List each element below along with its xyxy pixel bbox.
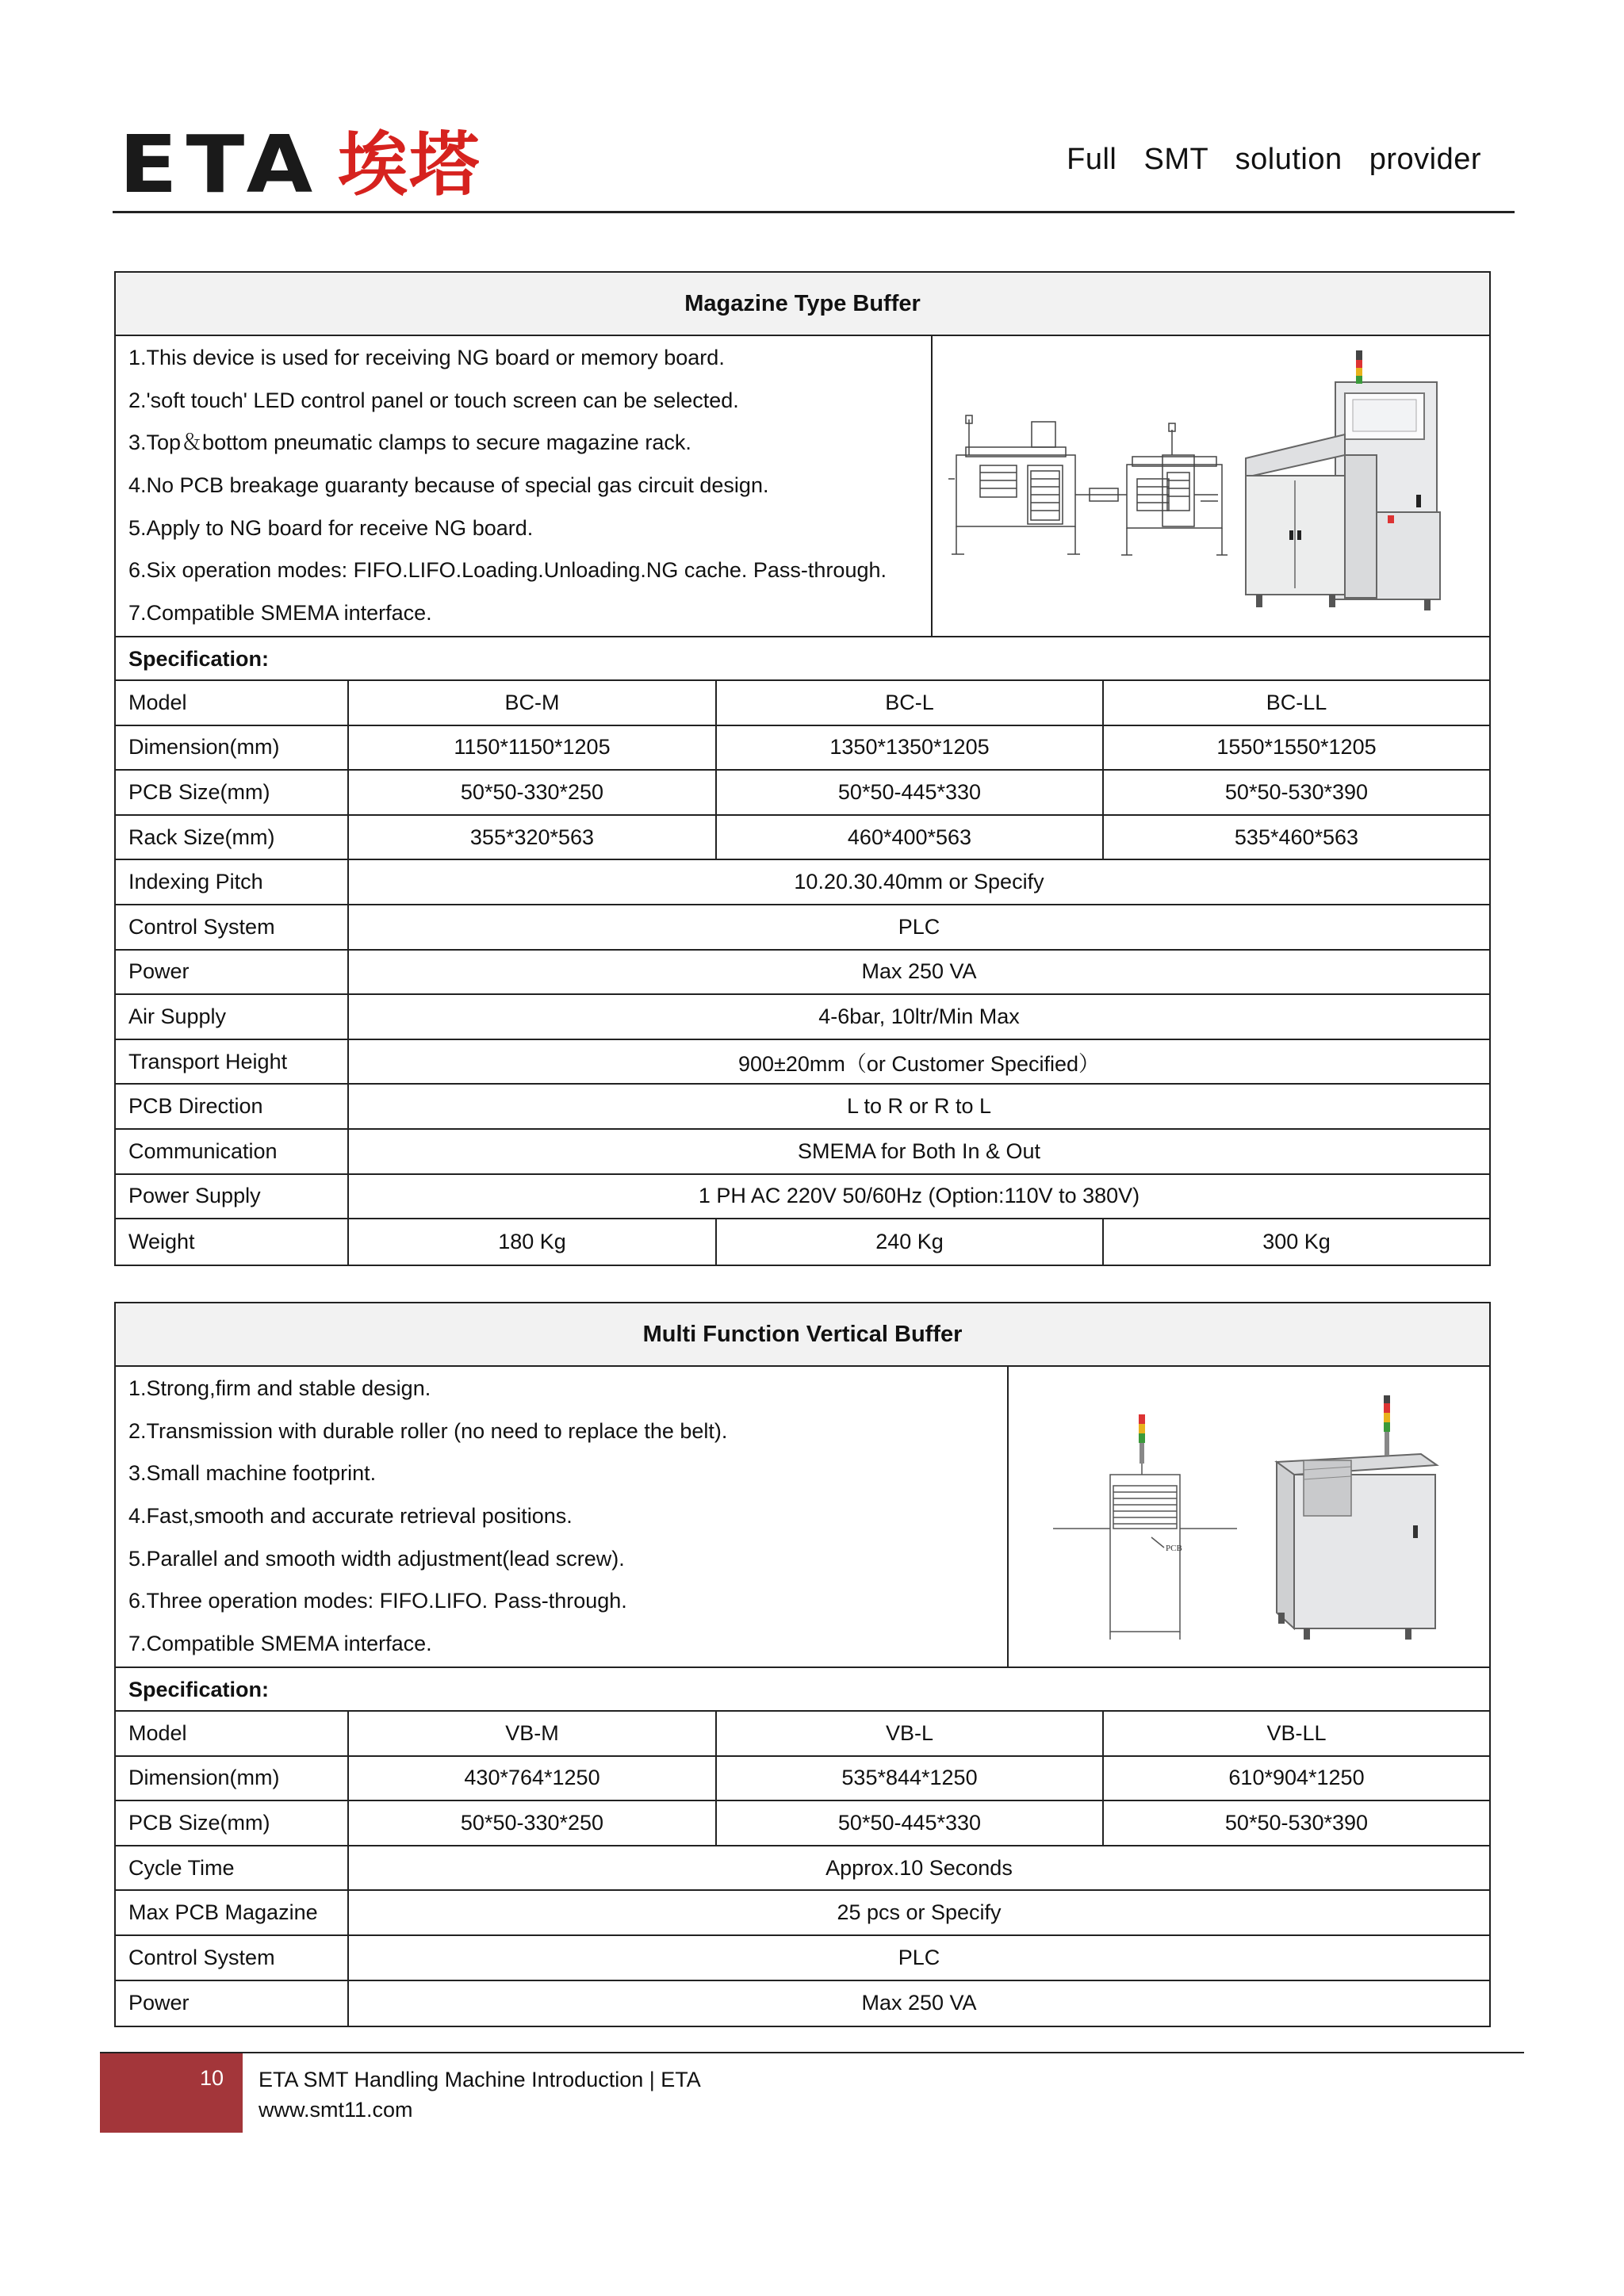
spec-value: 50*50-445*330 [717, 1801, 1104, 1845]
spec-row [116, 1712, 1489, 1757]
feature-item: 3.Top＆bottom pneumatic clamps to secure magazine rack. [128, 430, 691, 455]
spec-row [116, 905, 1489, 951]
spec-row [116, 1846, 1489, 1892]
spec-row [116, 951, 1489, 996]
spec-value: VB-L [717, 1712, 1104, 1755]
spec-label: Weight [116, 1219, 349, 1265]
spec-label: Model [116, 1712, 349, 1755]
footer-url: www.smt11.com [259, 2098, 413, 2122]
spec-heading: Specification: [116, 1668, 1489, 1712]
spec-value: SMEMA for Both In & Out [797, 1138, 1041, 1163]
spec-value: Max 250 VA [861, 959, 977, 984]
feature-item: 3.Small machine footprint. [128, 1461, 377, 1486]
feature-item: 4.Fast,smooth and accurate retrieval positions. [128, 1504, 573, 1529]
feature-block [116, 1367, 1489, 1668]
spec-label: Power [116, 951, 349, 994]
spec-row [116, 681, 1489, 726]
spec-row [116, 1085, 1489, 1130]
spec-value: 1150*1150*1205 [349, 726, 717, 770]
spec-row [116, 1175, 1489, 1220]
spec-value: Approx.10 Seconds [825, 1855, 1013, 1880]
spec-label: Cycle Time [116, 1846, 349, 1890]
spec-label: Rack Size(mm) [116, 816, 349, 859]
spec-value: 535*460*563 [1234, 825, 1359, 849]
spec-value: 50*50-330*250 [349, 1801, 717, 1845]
spec-value: BC-L [717, 681, 1104, 725]
header-divider [113, 211, 1515, 213]
feature-item: 7.Compatible SMEMA interface. [128, 1632, 432, 1656]
feature-item: 5.Parallel and smooth width adjustment(lead screw). [128, 1546, 625, 1571]
spec-label: Dimension(mm) [116, 726, 349, 770]
spec-value: Max 250 VA [861, 1991, 977, 2015]
spec-value: 610*904*1250 [1228, 1766, 1365, 1790]
spec-row [116, 1891, 1489, 1936]
spec-value: 1 PH AC 220V 50/60Hz (Option:110V to 380V) [698, 1184, 1140, 1208]
spec-row [116, 816, 1489, 861]
magazine-buffer-illustration [933, 336, 1489, 633]
spec-value: 300 Kg [1262, 1229, 1331, 1253]
spec-row [116, 726, 1489, 771]
section-title: Multi Function Vertical Buffer [116, 1303, 1489, 1367]
spec-value: 430*764*1250 [349, 1757, 717, 1800]
footer-title: ETA SMT Handling Machine Introduction | ETA [259, 2068, 701, 2091]
spec-label: PCB Size(mm) [116, 1801, 349, 1845]
feature-item: 4.No PCB breakage guaranty because of special gas circuit design. [128, 473, 769, 498]
spec-value: BC-M [349, 681, 717, 725]
spec-row [116, 771, 1489, 816]
spec-value: 50*50-330*250 [349, 771, 717, 814]
spec-row [116, 1130, 1489, 1175]
spec-label: Indexing Pitch [116, 860, 349, 904]
eta-logo [119, 118, 481, 211]
spec-row [116, 1757, 1489, 1802]
feature-list [116, 1367, 1009, 1667]
spec-heading: Specification: [116, 637, 1489, 681]
spec-value: PLC [898, 1945, 940, 1969]
page-number: 10 [200, 2066, 224, 2090]
vertical-buffer-illustration [1009, 1367, 1489, 1663]
section-title: Magazine Type Buffer [116, 273, 1489, 336]
feature-item: 2.'soft touch' LED control panel or touch screen can be selected. [128, 388, 739, 412]
spec-label: Control System [116, 905, 349, 949]
spec-value: 1350*1350*1205 [717, 726, 1104, 770]
spec-label: Communication [116, 1130, 349, 1173]
logo-cjk-text: 埃塔 [338, 124, 481, 205]
spec-value: 535*844*1250 [717, 1757, 1104, 1800]
machine-image [1009, 1367, 1489, 1667]
spec-row [116, 1040, 1489, 1085]
spec-row [116, 860, 1489, 905]
spec-label: Model [116, 681, 349, 725]
spec-value: 50*50-445*330 [717, 771, 1104, 814]
spec-row [116, 1219, 1489, 1265]
feature-block [116, 336, 1489, 637]
spec-label: Max PCB Magazine [116, 1891, 349, 1934]
footer-accent-block [100, 2053, 243, 2133]
feature-item: 2.Transmission with durable roller (no need to replace the belt). [128, 1418, 728, 1443]
spec-row [116, 1801, 1489, 1846]
spec-value: 10.20.30.40mm or Specify [794, 870, 1044, 894]
vertical-buffer-table [114, 1302, 1491, 2027]
footer-text [259, 2064, 701, 2125]
spec-label: Control System [116, 1936, 349, 1980]
spec-value: BC-LL [1266, 690, 1327, 714]
spec-row [116, 1936, 1489, 1981]
spec-value: PLC [898, 914, 940, 939]
page-header [0, 0, 1624, 222]
feature-item: 7.Compatible SMEMA interface. [128, 601, 432, 626]
spec-rows [116, 681, 1489, 1265]
feature-item: 5.Apply to NG board for receive NG board. [128, 515, 534, 540]
spec-value: 25 pcs or Specify [837, 1900, 1002, 1925]
spec-rows [116, 1712, 1489, 2026]
spec-value: 900±20mm（or Customer Specified） [738, 1051, 1100, 1076]
magazine-buffer-table [114, 271, 1491, 1266]
spec-label: PCB Size(mm) [116, 771, 349, 814]
feature-item: 6.Three operation modes: FIFO.LIFO. Pass-through. [128, 1589, 627, 1613]
spec-row [116, 995, 1489, 1040]
machine-image [933, 336, 1489, 636]
spec-value: VB-M [349, 1712, 717, 1755]
spec-label: Power Supply [116, 1175, 349, 1219]
spec-label: Dimension(mm) [116, 1757, 349, 1800]
feature-list [116, 336, 933, 636]
spec-value: 240 Kg [717, 1219, 1104, 1265]
spec-value: 1550*1550*1205 [1216, 735, 1377, 760]
spec-label: PCB Direction [116, 1085, 349, 1128]
footer-divider [100, 2052, 1524, 2053]
spec-value: 50*50-530*390 [1224, 1810, 1369, 1835]
feature-item: 6.Six operation modes: FIFO.LIFO.Loading.Unloading.NG cache. Pass-through. [128, 558, 887, 583]
spec-row [116, 1981, 1489, 2026]
spec-label: Power [116, 1981, 349, 2026]
spec-value: 460*400*563 [717, 816, 1104, 859]
logo-latin-text: ETA [119, 118, 322, 211]
feature-item: 1.This device is used for receiving NG board or memory board. [128, 346, 725, 369]
spec-value: VB-LL [1266, 1720, 1327, 1745]
tagline: Full SMT solution provider [1067, 143, 1481, 176]
pcb-callout-label: PCB [1166, 1544, 1182, 1553]
spec-label: Transport Height [116, 1040, 349, 1084]
spec-value: 50*50-530*390 [1224, 779, 1369, 804]
spec-value: 4-6bar, 10ltr/Min Max [818, 1004, 1020, 1028]
feature-item: 1.Strong,firm and stable design. [128, 1376, 431, 1400]
spec-value: L to R or R to L [846, 1094, 992, 1119]
spec-value: 180 Kg [349, 1219, 717, 1265]
spec-label: Air Supply [116, 995, 349, 1039]
spec-value: 355*320*563 [349, 816, 717, 859]
